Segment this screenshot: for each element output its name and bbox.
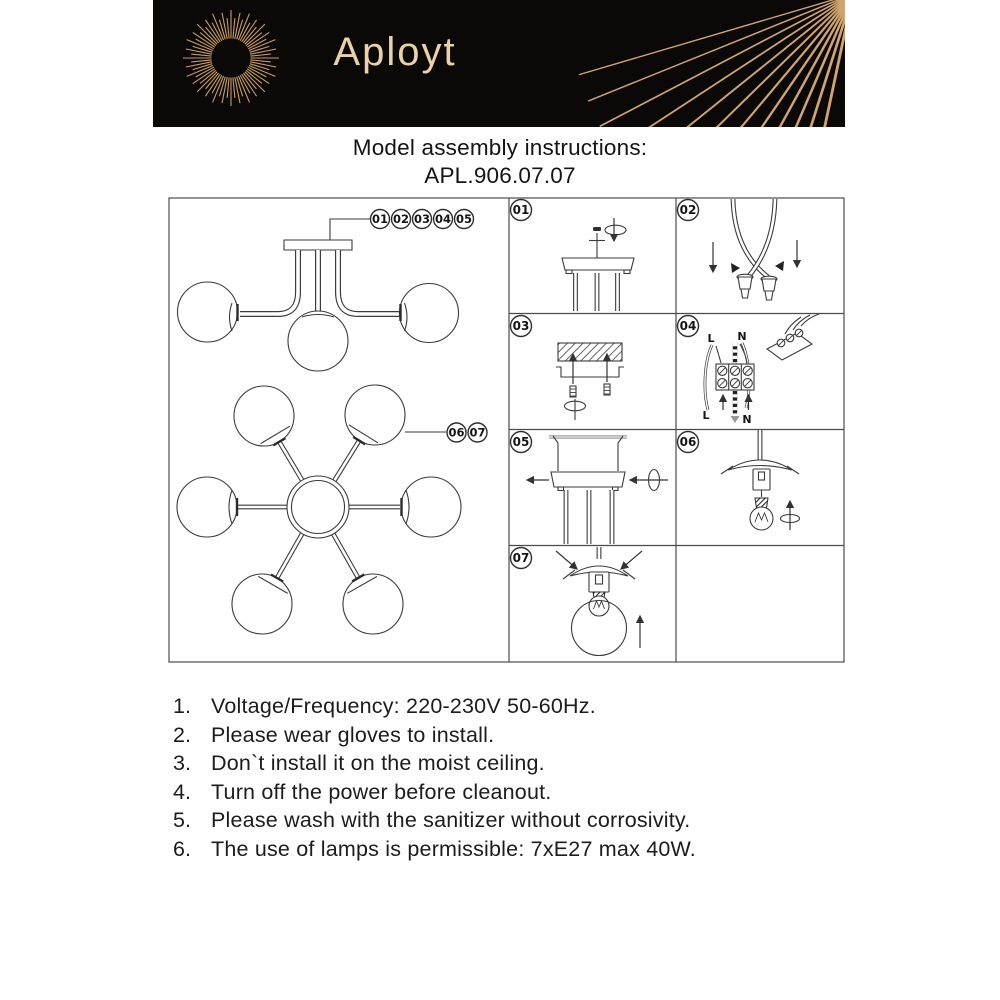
callout-bubbles-01-05 <box>371 210 474 229</box>
globe <box>234 386 294 446</box>
instruction-item <box>173 780 853 809</box>
instruction-item <box>173 723 853 752</box>
mounting-bracket <box>556 367 624 377</box>
globe <box>178 282 238 342</box>
rotate-icon <box>605 225 626 235</box>
instruction-item <box>173 808 853 837</box>
instruction-number: 3. <box>173 751 191 776</box>
instruction-item <box>173 837 853 866</box>
instruction-item <box>173 694 853 723</box>
svg-text:02: 02 <box>679 203 697 217</box>
instruction-item <box>173 751 853 780</box>
svg-text:06: 06 <box>448 425 465 440</box>
callout-leader-line <box>330 219 370 240</box>
svg-text:07: 07 <box>469 425 486 440</box>
step-panel-03 <box>511 316 625 421</box>
step-panel-05 <box>511 432 669 545</box>
instruction-text: Please wear gloves to install. <box>211 722 495 747</box>
lamp-socket-icon <box>761 276 777 300</box>
instruction-text: Don`t install it on the moist ceiling. <box>211 751 545 776</box>
instruction-number: 6. <box>173 836 191 861</box>
wire-label-L: L <box>707 332 715 345</box>
globe <box>401 477 461 537</box>
bracket-side <box>618 436 623 471</box>
connector-block <box>767 314 819 360</box>
step-panel-01 <box>511 200 635 312</box>
screw-icon <box>593 227 601 231</box>
svg-text:04: 04 <box>679 319 697 333</box>
light-bulb-icon <box>750 507 773 530</box>
wire-label-N: N <box>737 330 747 343</box>
sunburst-icon <box>183 10 279 106</box>
wire-label-L: L <box>702 409 710 422</box>
step-panel-06 <box>678 430 800 530</box>
globe <box>288 311 348 371</box>
screw-icon <box>570 386 576 397</box>
instruction-text: The use of lamps is permissible: 7xE27 max 40W. <box>211 836 696 861</box>
step-panel-07 <box>511 547 643 656</box>
fixture-side-view <box>178 210 474 372</box>
instruction-number: 2. <box>173 722 191 747</box>
ceiling-hatch <box>558 343 622 361</box>
instruction-text: Please wash with the sanitizer without corrosivity. <box>211 808 691 833</box>
globe <box>232 574 292 634</box>
ray-fan-icon <box>580 0 845 127</box>
svg-text:02: 02 <box>392 212 410 226</box>
instruction-text: Turn off the power before cleanout. <box>211 779 552 804</box>
canopy-plate <box>562 258 634 270</box>
step-panel-02 <box>678 199 798 300</box>
brand-logo-text: Aployt <box>333 30 457 74</box>
svg-text:03: 03 <box>512 319 530 333</box>
instruction-number: 5. <box>173 808 191 833</box>
bracket-side <box>553 436 558 471</box>
globe <box>177 477 237 537</box>
callout-bubbles-06-07 <box>447 423 487 442</box>
svg-text:05: 05 <box>512 435 530 449</box>
ceiling-plate <box>284 240 352 250</box>
svg-text:03: 03 <box>413 212 431 226</box>
banner-artwork <box>153 0 845 127</box>
brand-banner <box>153 0 845 127</box>
assembly-diagram <box>168 197 845 663</box>
svg-text:05: 05 <box>455 212 473 226</box>
instruction-number: 4. <box>173 779 191 804</box>
svg-text:01: 01 <box>512 203 530 217</box>
svg-text:07: 07 <box>512 551 530 565</box>
fixture-top-view <box>177 385 487 634</box>
svg-text:01: 01 <box>371 212 389 226</box>
model-number: APL.906.07.07 <box>424 163 576 188</box>
svg-text:04: 04 <box>434 212 452 226</box>
center-body <box>287 476 349 538</box>
svg-text:06: 06 <box>679 435 697 449</box>
instruction-number: 1. <box>173 694 191 718</box>
canopy-plate <box>551 472 625 487</box>
terminal-block <box>716 364 754 390</box>
sheet-title: Model assembly instructions: <box>352 135 648 160</box>
wire-label-N: N <box>742 413 752 426</box>
screw-icon <box>604 384 610 395</box>
globe <box>343 574 403 634</box>
step-panel-04 <box>678 314 820 426</box>
lamp-socket-icon <box>737 274 753 298</box>
instruction-list <box>173 694 853 866</box>
globe <box>400 284 459 343</box>
instruction-text: Voltage/Frequency: 220-230V 50-60Hz. <box>211 694 596 718</box>
ground-icon <box>731 416 740 423</box>
